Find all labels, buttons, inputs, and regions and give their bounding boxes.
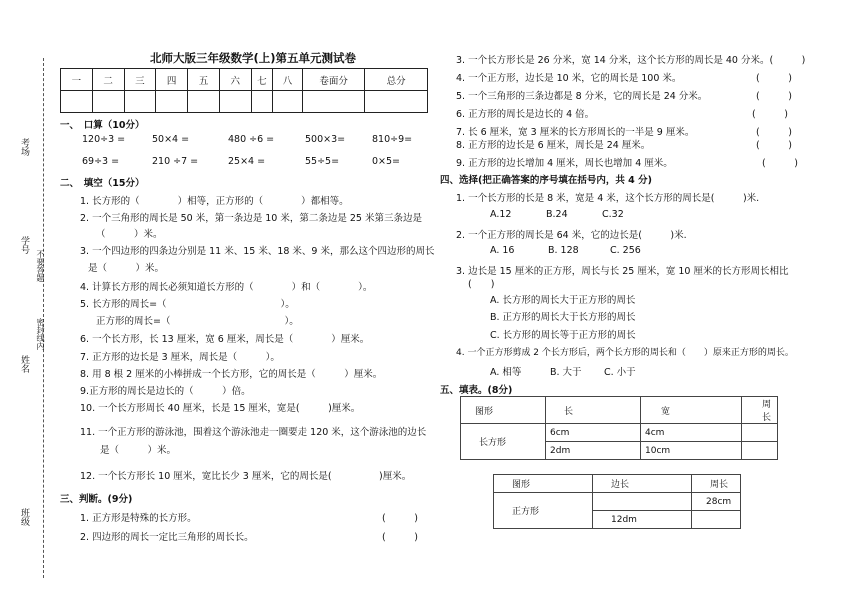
score-header: 六 (219, 69, 251, 91)
rectangle-table (460, 396, 778, 460)
table-cell[interactable] (742, 424, 778, 442)
score-cell[interactable] (61, 91, 93, 113)
oral-calc-item: 210 ÷7 = (152, 156, 199, 167)
judge-answer[interactable]: ( ) (382, 532, 418, 543)
score-cell[interactable] (302, 91, 365, 113)
fill-item: 是（ ）米。 (88, 263, 165, 274)
oral-calc-item: 0×5= (372, 156, 401, 167)
fill-item: 5. 长方形的周长=（ ）。 (80, 299, 295, 310)
table-cell: 6cm (546, 424, 641, 442)
oral-calc-item: 55÷5= (305, 156, 340, 167)
score-header: 三 (124, 69, 156, 91)
class-label: 班级 (19, 508, 29, 526)
oral-calc-item: 25×4 = (228, 156, 266, 167)
score-cell[interactable] (365, 91, 428, 113)
fill-item: 是（ ）米。 (100, 445, 177, 456)
oral-calc-item: 500×3= (305, 134, 346, 145)
choice-option[interactable]: A.12 (490, 209, 512, 220)
section-3-heading: 三、判断。(9分) (60, 494, 133, 505)
choice-option[interactable]: B. 大于 (550, 367, 582, 378)
score-cell[interactable] (124, 91, 156, 113)
choice-q3: 3. 边长是 15 厘米的正方形，周长与长 25 厘米，宽 10 厘米的长方形周长相比 (456, 266, 789, 277)
exam-room-label: 考场 (19, 138, 29, 156)
no-answer-label: 不要答题 (36, 250, 45, 282)
score-header: 总分 (365, 69, 428, 91)
oral-calc-item: 69÷3 = (82, 156, 120, 167)
fill-item: 1. 长方形的（ ）相等，正方形的（ ）都相等。 (80, 196, 349, 207)
score-header: 卷面分 (302, 69, 365, 91)
score-header: 五 (188, 69, 220, 91)
table-header: 宽 (641, 397, 742, 424)
judge-item: 4. 一个正方形，边长是 10 米，它的周长是 100 米。 (456, 73, 682, 84)
score-cell[interactable] (156, 91, 188, 113)
table-cell: 28cm (692, 493, 741, 511)
fill-item: 6. 一个长方形，长 13 厘米，宽 6 厘米，周长是（ ）厘米。 (80, 334, 370, 345)
judge-answer[interactable]: ( ) (756, 140, 792, 151)
score-cell[interactable] (251, 91, 273, 113)
oral-calc-item: 120÷3 = (82, 134, 126, 145)
score-cell[interactable] (92, 91, 124, 113)
section-5-heading: 五、填表。(8分) (440, 385, 513, 396)
judge-item: 5. 一个三角形的三条边都是 8 分米，它的周长是 24 分米。 (456, 91, 708, 102)
choice-option[interactable]: B.24 (546, 209, 568, 220)
score-table (60, 68, 428, 113)
table-cell[interactable] (593, 493, 692, 511)
section-4-heading: 四、选择(把正确答案的序号填在括号内，共 4 分) (440, 175, 652, 186)
fill-item: 正方形的周长=（ ）。 (96, 316, 299, 327)
table-cell: 12dm (593, 511, 692, 529)
table-cell: 4cm (641, 424, 742, 442)
square-table (493, 474, 741, 529)
judge-item: 7. 长 6 厘米，宽 3 厘米的长方形周长的一半是 9 厘米。 (456, 127, 695, 138)
table-header: 长 (546, 397, 641, 424)
oral-calc-item: 810÷9= (372, 134, 413, 145)
judge-item: 6. 正方形的周长是边长的 4 倍。 (456, 109, 595, 120)
page-title: 北师大版三年级数学(上)第五单元测试卷 (150, 51, 357, 65)
judge-answer[interactable]: ( ) (382, 513, 418, 524)
choice-q4: 4. 一个正方形剪成 2 个长方形后，两个长方形的周长和（ ）原来正方形的周长。 (456, 348, 794, 358)
section-2-heading: 二、 填空（15分） (60, 178, 145, 189)
table-header: 图形 (461, 397, 546, 424)
seal-line-label: 密封线内 (36, 318, 45, 350)
fill-item: 11. 一个正方形的游泳池，围着这个游泳池走一圈要走 120 米，这个游泳池的边长 (80, 427, 427, 438)
choice-option[interactable]: C. 256 (610, 245, 641, 256)
judge-item: 8. 正方形的边长是 6 厘米，周长是 24 厘米。 (456, 140, 651, 151)
score-header: 四 (156, 69, 188, 91)
name-label: 姓名 (19, 355, 29, 373)
choice-q3-paren[interactable]: ( ) (468, 279, 495, 290)
fill-item: 12. 一个长方形长 10 厘米，宽比长少 3 厘米，它的周长是( )厘米。 (80, 471, 412, 482)
fill-item: 3. 一个四边形的四条边分别是 11 米、15 米、18 米、9 米，那么这个四边形的周长 (80, 246, 435, 257)
judge-item: 2. 四边形的周长一定比三角形的周长长。 (80, 532, 254, 543)
oral-calc-item: 480 ÷6 = (228, 134, 275, 145)
score-cell[interactable] (219, 91, 251, 113)
table-header: 边长 (593, 475, 692, 493)
table-cell: 10cm (641, 442, 742, 460)
judge-answer[interactable]: ( ) (752, 109, 788, 120)
choice-option[interactable]: A. 相等 (490, 367, 522, 378)
judge-answer[interactable]: ( ) (756, 73, 792, 84)
shape-label: 长方形 (461, 424, 546, 460)
choice-option[interactable]: C.32 (602, 209, 624, 220)
fill-item: 9.正方形的周长是边长的（ ）倍。 (80, 386, 251, 397)
choice-q2: 2. 一个正方形的周长是 64 米，它的边长是( )米. (456, 230, 687, 241)
choice-option[interactable]: A. 长方形的周长大于正方形的周长 (490, 295, 636, 306)
choice-option[interactable]: A. 16 (490, 245, 515, 256)
judge-answer[interactable]: ( ) (762, 158, 798, 169)
fill-item: 7. 正方形的边长是 3 厘米，周长是（ ）。 (80, 352, 280, 363)
fill-item: 4. 计算长方形的周长必须知道长方形的（ ）和（ ）。 (80, 282, 373, 293)
student-no-label: 学号 (19, 236, 29, 254)
judge-answer[interactable]: ( ) (756, 127, 792, 138)
score-header: 七 (251, 69, 273, 91)
choice-option[interactable]: B. 128 (548, 245, 579, 256)
table-header: 图形 (494, 475, 593, 493)
table-cell: 2dm (546, 442, 641, 460)
table-cell[interactable] (692, 511, 741, 529)
choice-option[interactable]: C. 长方形的周长等于正方形的周长 (490, 330, 636, 341)
choice-option[interactable]: C. 小于 (604, 367, 636, 378)
table-header: 周长 (742, 397, 778, 424)
fill-item: 8. 用 8 根 2 厘米的小棒拼成一个长方形，它的周长是（ ）厘米。 (80, 369, 383, 380)
judge-item: 9. 正方形的边长增加 4 厘米，周长也增加 4 厘米。 (456, 158, 673, 169)
score-header: 八 (273, 69, 303, 91)
table-cell[interactable] (742, 442, 778, 460)
score-cell[interactable] (273, 91, 303, 113)
score-cell[interactable] (188, 91, 220, 113)
judge-answer[interactable]: ( ) (756, 91, 792, 102)
judge-item: 3. 一个长方形长是 26 分米，宽 14 分米，这个长方形的周长是 40 分米。( ) (456, 55, 806, 66)
table-header: 周长 (692, 475, 741, 493)
choice-q1: 1. 一个长方形的长是 8 米，宽是 4 米，这个长方形的周长是( )米. (456, 193, 760, 204)
fill-item: （ ）米。 (96, 229, 163, 240)
fill-item: 10. 一个长方形周长 40 厘米，长是 15 厘米，宽是( )厘米。 (80, 403, 361, 414)
shape-label: 正方形 (494, 493, 593, 529)
score-header: 一 (61, 69, 93, 91)
oral-calc-item: 50×4 = (152, 134, 190, 145)
choice-option[interactable]: B. 正方形的周长大于长方形的周长 (490, 312, 636, 323)
fill-item: 2. 一个三角形的周长是 50 米，第一条边是 10 米，第二条边是 25 米第三条边是 (80, 213, 422, 224)
section-1-heading: 一、 口算（10分） (60, 120, 145, 131)
judge-item: 1. 正方形是特殊的长方形。 (80, 513, 197, 524)
score-header: 二 (92, 69, 124, 91)
